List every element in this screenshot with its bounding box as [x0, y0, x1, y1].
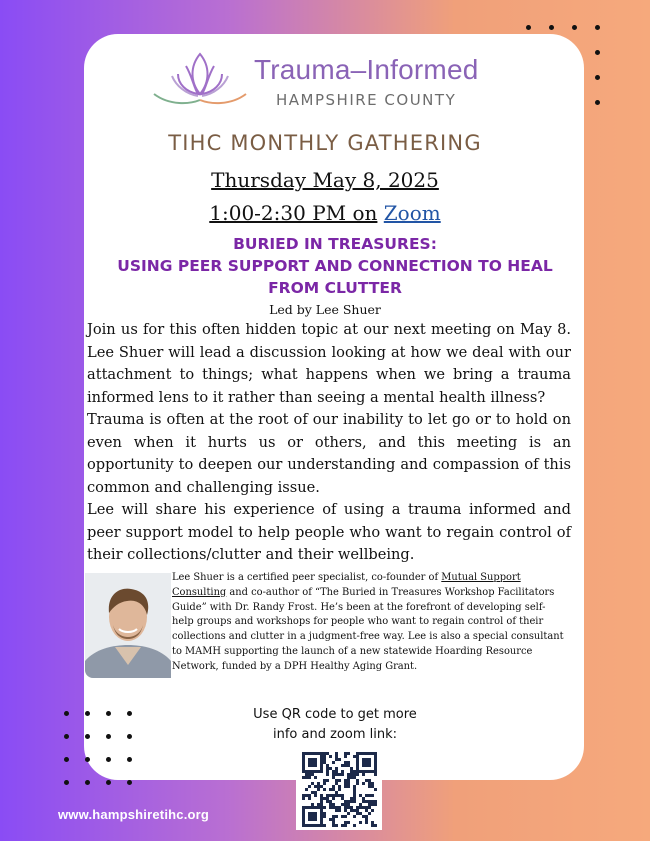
topic-line-1: BURIED IN TREASURES: [233, 235, 437, 253]
qr-line-1: Use QR code to get more [253, 707, 417, 722]
event-time-text: 1:00-2:30 PM on [209, 201, 378, 225]
speaker-photo [85, 573, 171, 678]
bio-text-1: Lee Shuer is a certified peer specialist, co-founder of [172, 572, 442, 583]
event-date [0, 168, 650, 192]
qr-line-2: info and zoom link: [272, 727, 397, 742]
bio-text-2: and co-author of “The Buried in Treasures Workshop Facilitators Guide” with Dr. Randy Frost. He’s been at the forefront of developing self-help groups and workshops for people who want to regain control of their collections and clutter in a judgment-free way. Lee is also a special consultant to MAMH supporting the launch of a new statewide Hoarding Resource Network, funded by a DPH Healthy Aging Grant. [172, 586, 564, 672]
zoom-link[interactable]: Zoom [383, 201, 441, 225]
mutual-support-link[interactable]: Mutual Support Consulting [172, 572, 521, 598]
topic-heading [90, 233, 580, 299]
lotus-icon [150, 50, 250, 112]
logo [150, 50, 490, 116]
logo-title: Trauma–Informed [254, 54, 479, 85]
speaker-bio [172, 571, 564, 675]
page-title: TIHC MONTHLY GATHERING [168, 131, 482, 155]
paragraph: Trauma is often at the root of our inability to let go or to hold on even when it hurts us or others, and this meeting is an opportunity to deepen our understanding and compassion of this common and challenging issue. [87, 411, 571, 496]
description [87, 319, 571, 567]
topic-line-2: USING PEER SUPPORT AND CONNECTION TO HEAL FROM CLUTTER [117, 257, 553, 297]
paragraph: Lee will share his experience of using a trauma informed and peer support model to help people who want to regain control of their collections/clutter and their wellbeing. [87, 501, 571, 563]
led-by: Led by Lee Shuer [269, 302, 381, 317]
qr-code-icon[interactable] [296, 748, 382, 830]
event-date-text: Thursday May 8, 2025 [211, 168, 439, 192]
event-time [0, 201, 650, 225]
website-link[interactable]: www.hampshiretihc.org [58, 807, 210, 822]
qr-instructions [0, 705, 650, 745]
paragraph: Join us for this often hidden topic at our next meeting on May 8. Lee Shuer will lead a discussion looking at how we deal with our attachment to things; what happens when we bring a trauma informed lens to it rather than seeing a mental health illness? [87, 321, 571, 406]
logo-subtitle: HAMPSHIRE COUNTY [276, 91, 457, 109]
